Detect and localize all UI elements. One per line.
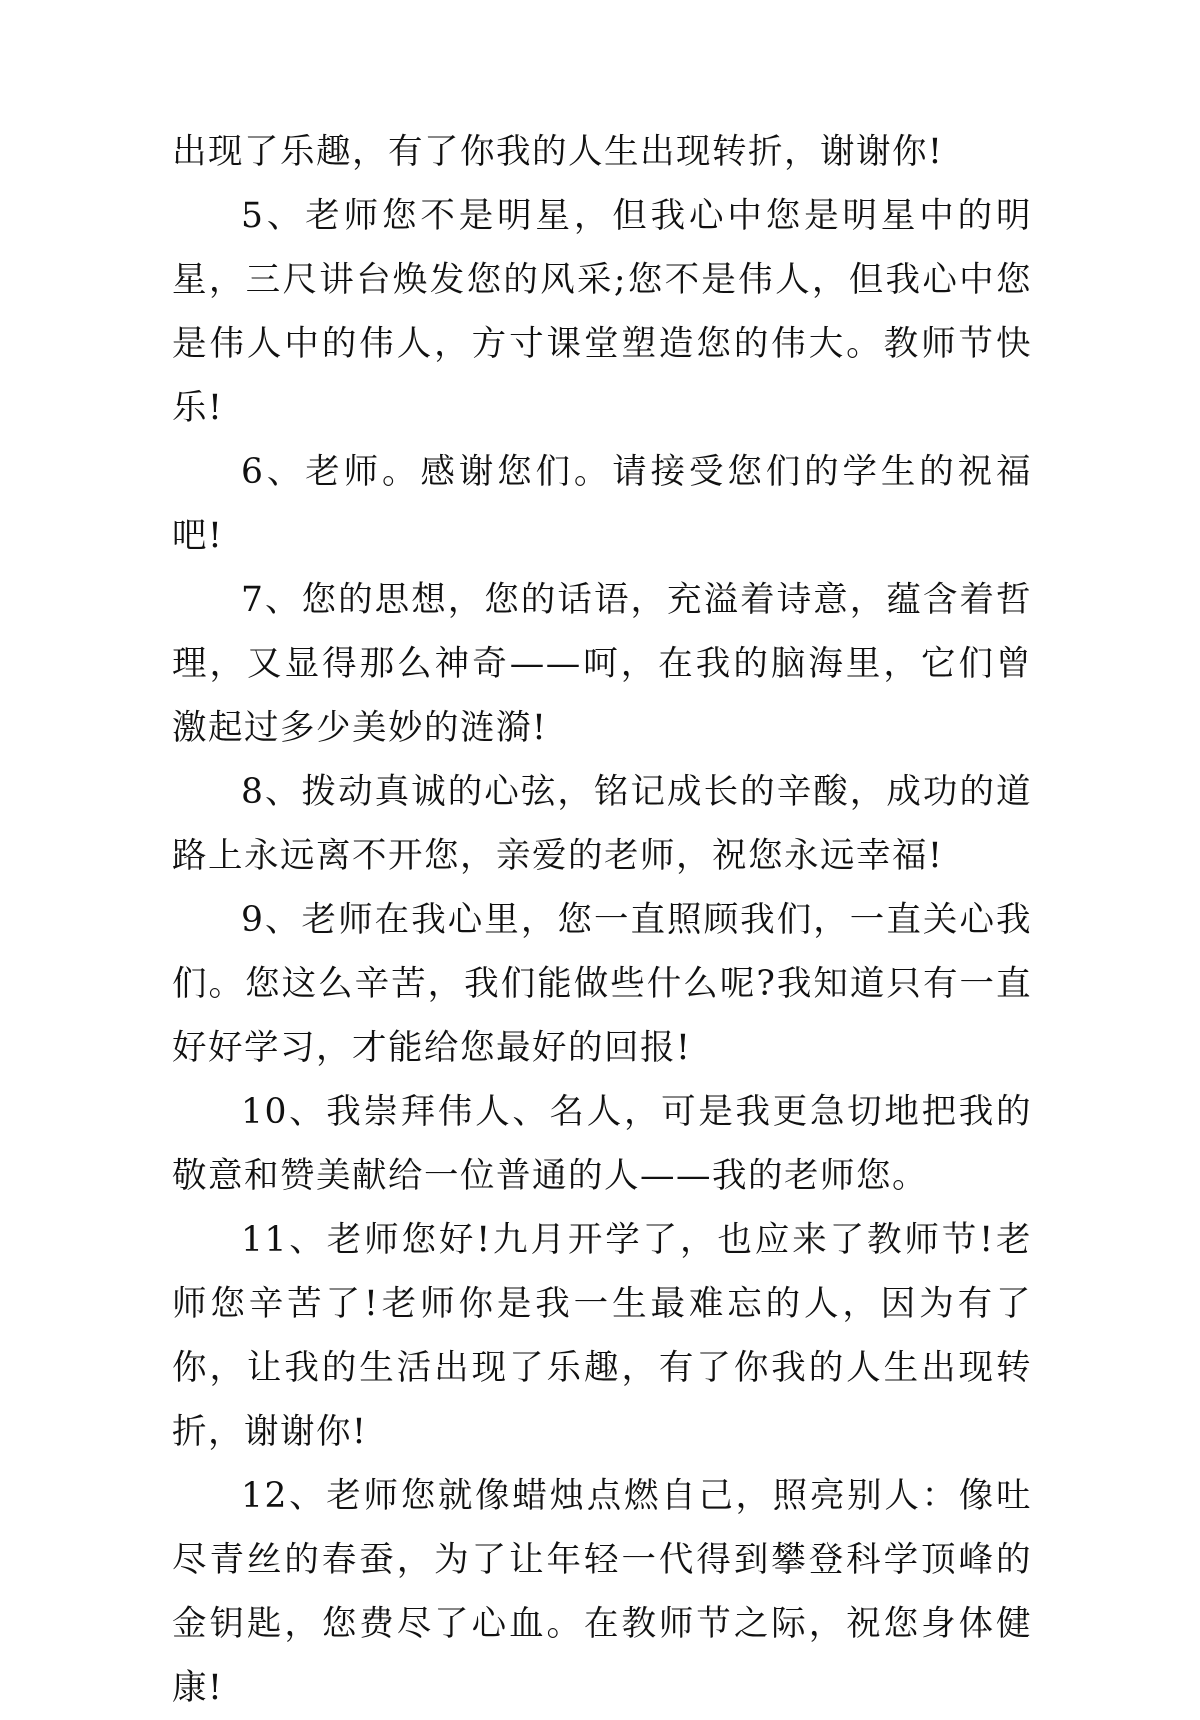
paragraph-10: 10、我崇拜伟人、名人，可是我更急切地把我的敬意和赞美献给一位普通的人——我的老师您。 [172, 1092, 1032, 1196]
paragraph-5: 5、老师您不是明星，但我心中您是明星中的明星，三尺讲台焕发您的风采;您不是伟人，但我心中您是伟人中的伟人，方寸课堂塑造您的伟大。教师节快乐! [172, 196, 1032, 428]
document-body [172, 120, 1032, 1720]
paragraph-9: 9、老师在我心里，您一直照顾我们，一直关心我们。您这么辛苦，我们能做些什么呢?我知道只有一直好好学习，才能给您最好的回报! [172, 900, 1032, 1068]
paragraph-continued: 出现了乐趣，有了你我的人生出现转折，谢谢你! [172, 132, 944, 172]
paragraph-11: 11、老师您好!九月开学了，也应来了教师节!老师您辛苦了!老师你是我一生最难忘的人，因为有了你，让我的生活出现了乐趣，有了你我的人生出现转折，谢谢你! [172, 1220, 1032, 1452]
paragraph-12: 12、老师您就像蜡烛点燃自己，照亮别人：像吐尽青丝的春蚕，为了让年轻一代得到攀登科学顶峰的金钥匙，您费尽了心血。在教师节之际，祝您身体健康! [172, 1476, 1032, 1708]
paragraph-6: 6、老师。感谢您们。请接受您们的学生的祝福吧! [172, 452, 1032, 556]
paragraph-8: 8、拨动真诚的心弦，铭记成长的辛酸，成功的道路上永远离不开您，亲爱的老师，祝您永远幸福! [172, 772, 1032, 876]
paragraph-7: 7、您的思想，您的话语，充溢着诗意，蕴含着哲理，又显得那么神奇——呵，在我的脑海里，它们曾激起过多少美妙的涟漪! [172, 580, 1032, 748]
